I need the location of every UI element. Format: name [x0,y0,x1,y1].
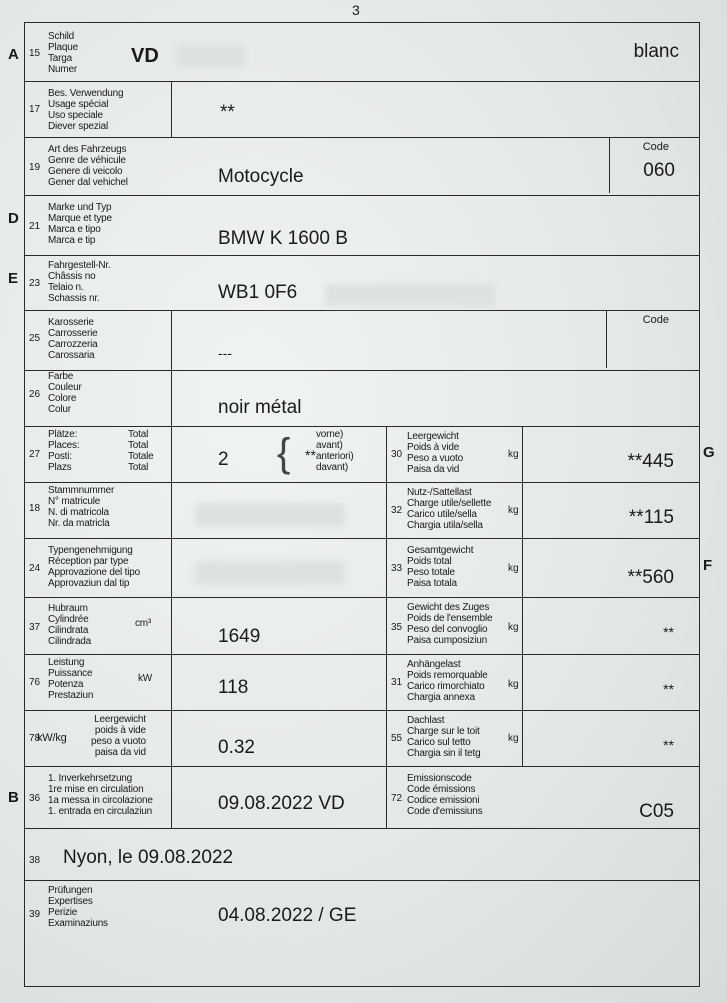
field-number: 31 [391,677,403,688]
field-number: 33 [391,563,403,574]
field-number: 76 [29,677,41,688]
field-number: 37 [29,622,41,633]
page-number: 3 [352,2,360,18]
row-body [25,311,699,371]
field-number: 39 [29,909,41,920]
field-label: Schild Plaque Targa Numer [48,31,78,75]
emission-code-value: C05 [639,801,674,822]
row-place-date [25,829,699,881]
field-number: 27 [29,449,41,460]
field-label: Fahrgestell-Nr. Châssis no Telaio n. Schassis nr. [48,260,111,304]
field-number: 26 [29,389,41,400]
color-value: noir métal [218,397,302,418]
row-matricule-payload [25,483,699,539]
total-weight-cell [386,539,700,597]
row-color [25,371,699,427]
body-value: --- [218,345,232,361]
margin-letter-d: D [8,210,19,227]
field-number: 17 [29,104,41,115]
unit-label: kg [508,679,519,690]
field-number: 35 [391,622,403,633]
field-label: Farbe Couleur Colore Colur [48,371,82,415]
form-table [24,22,700,987]
field-number: 18 [29,503,41,514]
vehicle-type-code-box [609,138,699,193]
row-usage [25,82,699,138]
row-approval-total-weight [25,539,699,598]
field-number: 23 [29,278,41,289]
field-label: Dachlast Charge sur le toit Carico sul tetto Chargia sin il tetg [407,715,481,759]
seats-value: 2 [218,449,229,470]
unit-label: kW/kg [37,732,67,744]
field-label: Typengenehmigung Réception par type Approvazione del tipo Approvaziun dal tip [48,545,140,589]
field-number: 15 [29,48,41,59]
field-label: Leergewicht poids à vide peso a vuoto paisa da vid [91,714,146,758]
row-registration-emission [25,767,699,829]
field-number: 25 [29,333,41,344]
field-label: Prüfungen Expertises Perizie Examinaziuns [48,885,108,929]
field-label: Plätze: Places: Posti: Plazs [48,429,80,473]
make-value: BMW K 1600 B [218,228,348,249]
field-label: Hubraum Cylindrée Cilindrata Cilindrada [48,603,92,647]
field-number: 72 [391,793,403,804]
payload-cell [386,483,700,538]
front-seats-value: ** [305,447,316,463]
trailer-load-cell [386,655,700,710]
total-weight-value: **560 [627,567,674,588]
field-number: 21 [29,221,41,232]
field-label: Leergewicht Poids à vide Peso a vuoto Paisa da vid [407,431,463,475]
row-ratio-roof [25,711,699,767]
redacted-plate-number [175,45,245,67]
row-vehicle-type [25,138,699,196]
field-label: Bes. Verwendung Usage spécial Uso speciale Diever spezial [48,88,124,132]
unit-label: kg [508,622,519,633]
row-inspections [25,881,699,986]
field-number: 78 [29,733,41,744]
plate-color: blanc [633,41,679,62]
plate-canton: VD [131,45,159,67]
code-label: Code [642,141,669,153]
vehicle-type-value: Motocycle [218,166,304,187]
field-number: 19 [29,162,41,173]
unit-label: kg [508,733,519,744]
margin-letter-g: G [703,444,715,461]
unit-label: cm³ [135,618,152,629]
combination-weight-value: ** [663,624,674,640]
empty-weight-value: **445 [627,451,674,472]
code-label: Code [642,314,669,326]
field-label: Stammnummer N° matricule N. di matricola Nr. da matricla [48,485,115,529]
field-label: Marke und Typ Marque et type Marca e tipo Marca e tip [48,202,112,246]
row-power-trailer [25,655,699,711]
margin-letter-f: F [703,557,713,574]
first-registration-value: 09.08.2022 VD [218,793,345,814]
redacted-chassis-number [325,284,495,306]
row-seats-empty-weight [25,427,699,483]
field-label: Emissionscode Code émissions Codice emissioni Code d'emissiuns [407,773,483,817]
field-number: 55 [391,733,403,744]
chassis-value: WB1 0F6 [218,282,298,303]
field-label: Gewicht des Zuges Poids de l'ensemble Peso del convoglio Paisa cumposiziun [407,602,493,646]
place-date-value: Nyon, le 09.08.2022 [63,847,234,868]
field-label: Karosserie Carrosserie Carrozzeria Carossaria [48,317,98,361]
field-label: Nutz-/Sattellast Charge utile/sellette Carico utile/sella Chargia utila/sella [407,487,492,531]
brace-icon: { [277,431,291,475]
seats-total-label: Total Total Totale Total [128,429,154,473]
field-label: Anhängelast Poids remorquable Carico rimorchiato Chargia annexa [407,659,488,703]
unit-label: kg [508,563,519,574]
field-label: Art des Fahrzeugs Genre de véhicule Genere di veicolo Gener dal vehichel [48,144,128,188]
field-number: 24 [29,563,41,574]
unit-label: kW [138,673,153,684]
field-number: 32 [391,505,403,516]
usage-value: ** [220,102,235,123]
row-make [25,196,699,256]
row-displacement-combination [25,598,699,655]
front-seats-label: vorne) avant) anteriori) davant) [316,429,354,473]
row-plate [25,23,699,82]
inspections-value: 04.08.2022 / GE [218,905,357,926]
roof-load-cell [386,711,700,766]
vehicle-type-code: 060 [643,160,675,181]
redacted-type-approval [195,561,345,585]
combination-weight-cell [386,598,700,654]
field-number: 30 [391,449,403,460]
body-code-box [606,311,699,368]
field-number: 38 [29,855,41,866]
power-value: 118 [218,677,249,698]
unit-label: kg [508,505,519,516]
field-label: Gesamtgewicht Poids total Peso totale Paisa totala [407,545,474,589]
emission-code-cell [386,767,700,828]
redacted-matricule [195,503,345,527]
margin-letter-e: E [8,270,19,287]
empty-weight-cell [386,427,700,482]
power-ratio-value: 0.32 [218,737,255,758]
unit-label: kg [508,449,519,460]
displacement-value: 1649 [218,626,261,647]
field-label: 1. Inverkehrsetzung 1re mise en circulation 1a messa in circolazione 1. entrada en circulaziun [48,773,153,817]
field-label: Leistung Puissance Potenza Prestaziun [48,657,94,701]
trailer-load-value: ** [663,681,674,697]
row-chassis [25,256,699,311]
roof-load-value: ** [663,737,674,753]
margin-letter-b: B [8,789,19,806]
margin-letter-a: A [8,46,19,63]
field-number: 36 [29,793,41,804]
payload-value: **115 [628,507,674,528]
